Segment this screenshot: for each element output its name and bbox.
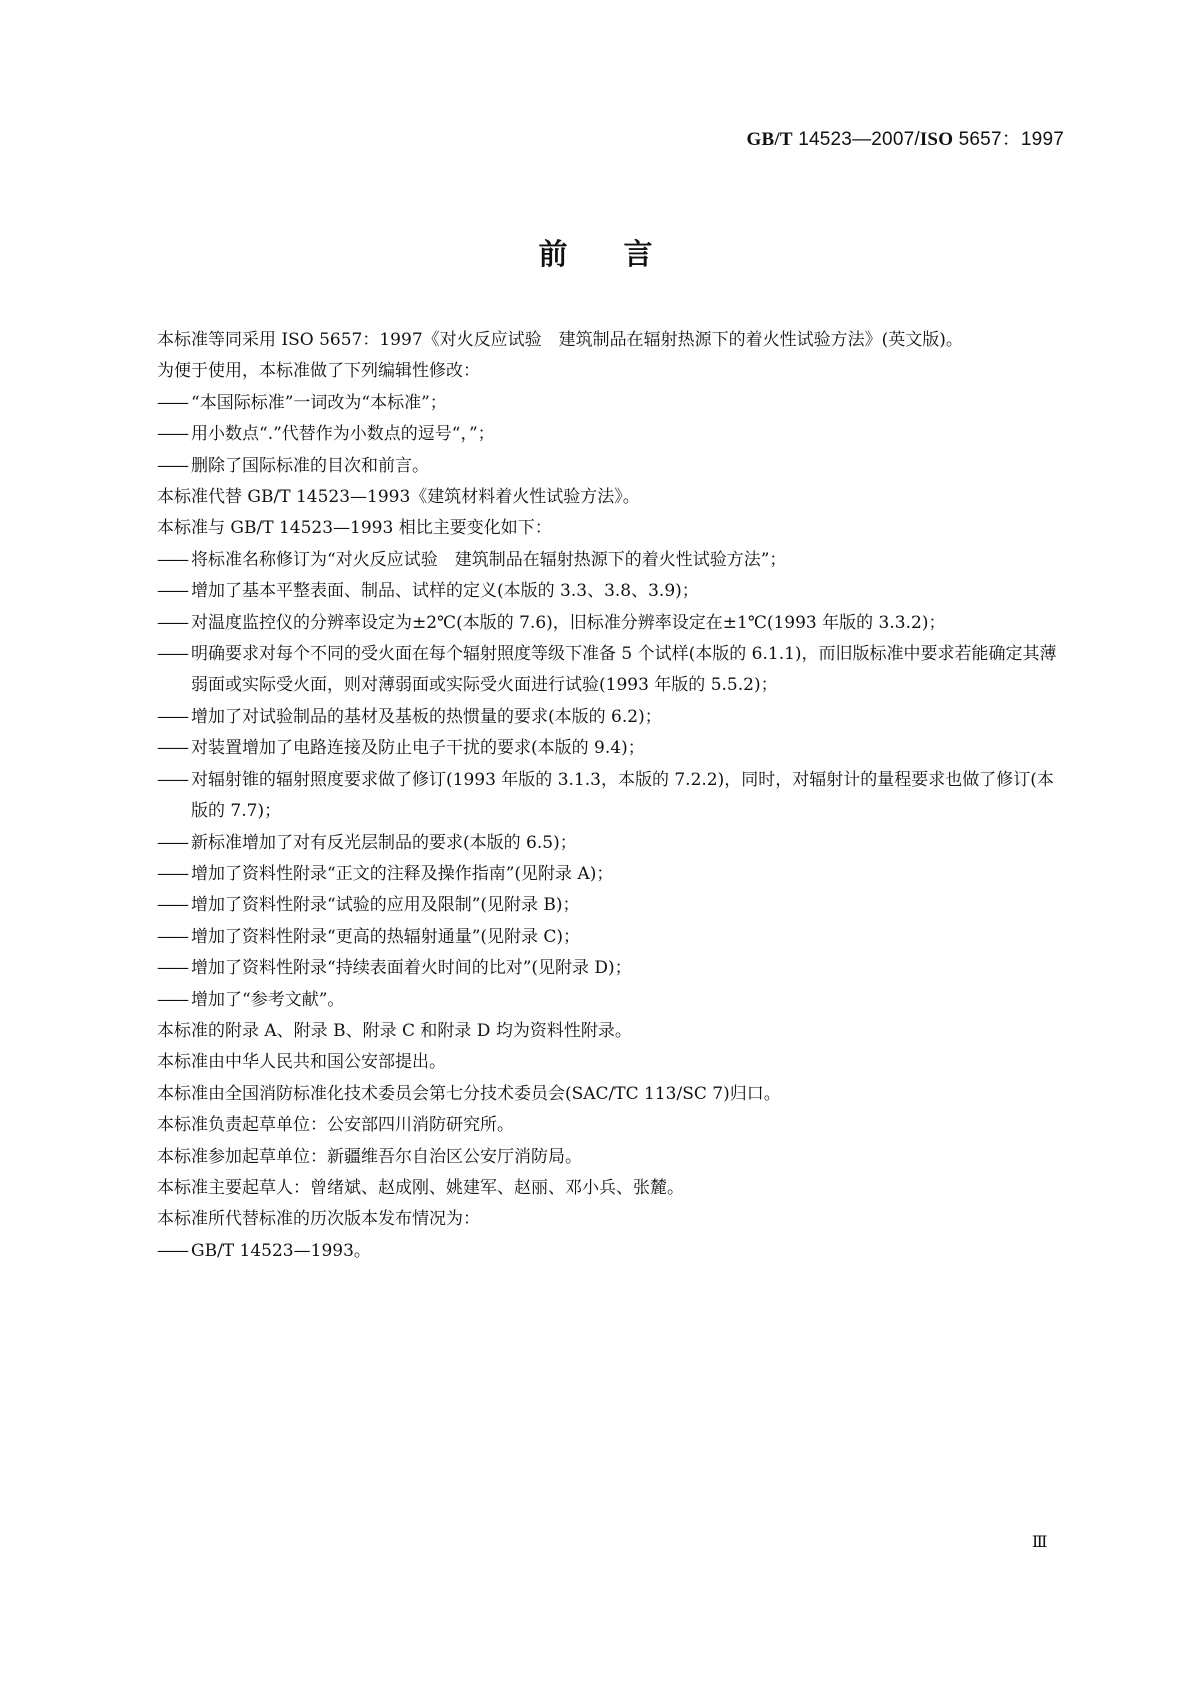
list-item-text: 新标准增加了对有反光层制品的要求(本版的 6.5)； (191, 832, 577, 853)
list-item-text: 对辐射锥的辐射照度要求做了修订(1993 年版的 3.1.3，本版的 7.2.2)，同时，对辐射计的量程要求也做了修订(本版的 7.7)； (191, 769, 1054, 822)
list-item (123, 985, 1067, 1016)
list-item-text: “本国际标准”一词改为“本标准”； (191, 392, 447, 413)
list-item-text: 增加了资料性附录“更高的热辐射通量”(见附录 C)； (191, 926, 581, 947)
list-item (123, 1236, 1067, 1267)
dash-marker: —— (157, 738, 187, 759)
paragraph: 本标准主要起草人：曾绪斌、赵成刚、姚建军、赵丽、邓小兵、张麓。 (157, 1177, 684, 1198)
list-item (123, 545, 1067, 576)
list-item-text: 增加了“参考文献”。 (191, 989, 345, 1010)
paragraph: 本标准所代替标准的历次版本发布情况为： (157, 1209, 480, 1230)
paragraph: 本标准由全国消防标准化技术委员会第七分技术委员会(SAC/TC 113/SC 7)归口。 (157, 1083, 781, 1104)
dash-marker: —— (157, 958, 187, 979)
list-item-text: 对装置增加了电路连接及防止电子干扰的要求(本版的 9.4)； (191, 738, 645, 759)
dash-marker: —— (157, 863, 187, 884)
list-item (123, 828, 1067, 859)
dash-marker: —— (157, 644, 187, 665)
standard-code-iso-number: 5657：1997 (953, 129, 1064, 150)
list-item (123, 922, 1067, 953)
paragraph: 本标准参加起草单位：新疆维吾尔自治区公安厅消防局。 (157, 1146, 582, 1167)
list-item (123, 639, 1067, 702)
dash-marker: —— (157, 706, 187, 727)
dash-marker: —— (157, 424, 187, 445)
list-item-text: 对温度监控仪的分辨率设定为±2℃(本版的 7.6)，旧标准分辨率设定在±1℃(1993 年版的 3.3.2)； (191, 612, 946, 633)
list-item-text: 明确要求对每个不同的受火面在每个辐射照度等级下准备 5 个试样(本版的 6.1.1)，而旧版标准中要求若能确定其薄弱面或实际受火面，则对薄弱面或实际受火面进行试验(1993 年版的 5.5.2)； (191, 644, 1057, 696)
list-item (123, 890, 1067, 921)
dash-marker: —— (157, 895, 187, 916)
list-item-text: 增加了对试验制品的基材及基板的热惯量的要求(本版的 6.2)； (191, 706, 662, 727)
list-item-text: 增加了基本平整表面、制品、试样的定义(本版的 3.3、3.8、3.9)； (191, 581, 699, 602)
list-item-text: GB/T 14523—1993。 (191, 1240, 371, 1261)
paragraph: 本标准代替 GB/T 14523—1993《建筑材料着火性试验方法》。 (157, 487, 640, 508)
page-title: 前言 (538, 237, 709, 271)
dash-marker: —— (157, 612, 187, 633)
document-body (123, 325, 1067, 1267)
list-item-text: 增加了资料性附录“持续表面着火时间的比对”(见附录 D)； (191, 958, 632, 979)
list-item-text: 增加了资料性附录“正文的注释及操作指南”(见附录 A)； (191, 863, 614, 884)
dash-marker: —— (157, 989, 187, 1010)
paragraph: 本标准等同采用 ISO 5657：1997《对火反应试验 建筑制品在辐射热源下的着火性试验方法》(英文版)。 (157, 330, 963, 350)
list-item (123, 765, 1067, 828)
standard-code (747, 124, 1064, 151)
paragraph: 为便于使用，本标准做了下列编辑性修改： (157, 361, 480, 382)
dash-marker: —— (157, 926, 187, 947)
paragraph: 本标准的附录 A、附录 B、附录 C 和附录 D 均为资料性附录。 (157, 1020, 632, 1041)
standard-code-iso: ISO (919, 129, 954, 150)
standard-code-prefix: GB/T (746, 129, 793, 150)
dash-marker: —— (157, 455, 187, 476)
list-item-text: 用小数点“.”代替作为小数点的逗号“，”； (191, 424, 495, 445)
paragraph: 本标准与 GB/T 14523—1993 相比主要变化如下： (157, 518, 552, 539)
paragraph: 本标准负责起草单位：公安部四川消防研究所。 (157, 1115, 514, 1136)
dash-marker: —— (157, 549, 187, 570)
dash-marker: —— (157, 832, 187, 853)
page-number: Ⅲ (1032, 1534, 1048, 1551)
list-item (123, 608, 1067, 639)
list-item (123, 576, 1067, 607)
dash-marker: —— (157, 1240, 187, 1261)
standard-code-number: 14523—2007/ (792, 129, 920, 150)
paragraph: 本标准由中华人民共和国公安部提出。 (157, 1052, 446, 1073)
list-item-text: 增加了资料性附录“试验的应用及限制”(见附录 B)； (191, 895, 580, 916)
dash-marker: —— (157, 769, 187, 790)
list-item (123, 388, 1067, 419)
dash-marker: —— (157, 392, 187, 413)
list-item (123, 859, 1067, 890)
list-item (123, 953, 1067, 984)
list-item (123, 702, 1067, 733)
list-item (123, 733, 1067, 764)
list-item (123, 451, 1067, 482)
dash-marker: —— (157, 581, 187, 602)
list-item (123, 419, 1067, 450)
list-item-text: 删除了国际标准的目次和前言。 (191, 455, 429, 476)
list-item-text: 将标准名称修订为“对火反应试验 建筑制品在辐射热源下的着火性试验方法”； (191, 549, 787, 570)
